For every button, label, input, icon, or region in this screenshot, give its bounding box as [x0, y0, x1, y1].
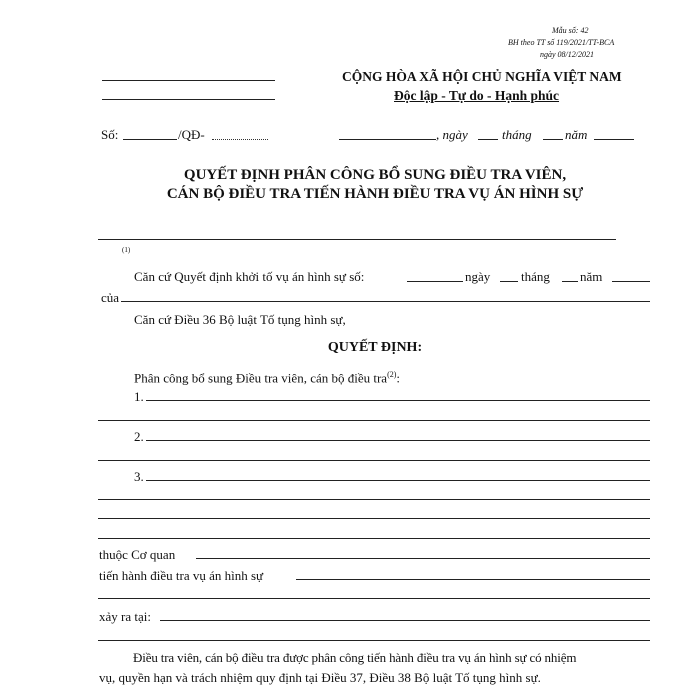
form-regulation: BH theo TT số 119/2021/TT-BCA — [508, 38, 615, 47]
document-title-line-2: CÁN BỘ ĐIỀU TRA TIẾN HÀNH ĐIỀU TRA VỤ ÁN HÌNH SỰ — [166, 186, 584, 202]
decision-code-label: /QĐ- — [178, 127, 205, 142]
date-month-blank — [543, 139, 563, 140]
item-3-blank-2 — [98, 499, 650, 500]
investigating-case-blank — [296, 579, 650, 580]
decision-code-blank — [212, 139, 268, 140]
occurred-at-blank-2 — [98, 640, 650, 641]
form-number: Mẫu số: 42 — [552, 26, 589, 35]
item-2-blank — [146, 440, 650, 441]
item-3-blank-3 — [98, 518, 650, 519]
issuer-of-blank — [121, 301, 650, 302]
basis-month-blank — [562, 281, 578, 282]
issuer-of-label: của — [101, 290, 120, 305]
agency-of-label: thuộc Cơ quan — [99, 547, 176, 562]
agency-name-line-2 — [102, 99, 275, 100]
assignment-intro: Phân công bổ sung Điều tra viên, cán bộ điều tra$^{(2)}$: — [134, 370, 401, 386]
investigating-case-blank-2 — [98, 598, 650, 599]
number-label: Số: — [101, 127, 119, 142]
basis-day-label: ngày — [465, 269, 491, 284]
number-blank — [123, 139, 177, 140]
item-2-blank-2 — [98, 460, 650, 461]
place-blank — [339, 139, 436, 140]
item-1-blank-2 — [98, 420, 650, 421]
basis-year-blank — [612, 281, 650, 282]
form-date: ngày 08/12/2021 — [540, 50, 594, 59]
decision-heading: QUYẾT ĐỊNH: — [327, 340, 423, 355]
republic-heading: CỘNG HÒA XÃ HỘI CHỦ NGHĨA VIỆT NAM — [342, 69, 622, 84]
basis-prosecution-decision: Căn cứ Quyết định khởi tố vụ án hình sự số: — [134, 269, 365, 284]
item-1-label: 1. — [134, 389, 144, 404]
item-2-label: 2. — [134, 429, 144, 444]
basis-month-label: tháng — [521, 269, 550, 284]
agency-of-blank — [196, 558, 650, 559]
item-1-blank — [146, 400, 650, 401]
date-month-label: tháng — [502, 127, 532, 142]
occurred-at-blank — [160, 620, 650, 621]
agency-name-line-1 — [102, 80, 275, 81]
date-year-label: năm — [565, 127, 588, 142]
national-motto: Độc lập - Tự do - Hạnh phúc — [394, 88, 560, 103]
date-day-blank — [478, 139, 498, 140]
authority-blank-line — [98, 239, 616, 240]
prosecution-number-blank — [407, 281, 463, 282]
item-3-blank — [146, 480, 650, 481]
basis-article-36: Căn cứ Điều 36 Bộ luật Tố tụng hình sự, — [134, 312, 346, 327]
occurred-at-label: xảy ra tại: — [99, 609, 151, 624]
closing-paragraph-line-1: Điều tra viên, cán bộ điều tra được phân công tiến hành điều tra vụ án hình sự có nhiệm — [133, 650, 577, 665]
item-3-blank-4 — [98, 538, 650, 539]
basis-year-label: năm — [580, 269, 603, 284]
date-year-blank — [594, 139, 634, 140]
closing-paragraph-line-2: vụ, quyền hạn và trách nhiệm quy định tại Điều 37, Điều 38 Bộ luật Tố tụng hình sự. — [99, 670, 541, 685]
footnote-marker-1: (1) — [122, 246, 131, 254]
item-3-label: 3. — [134, 469, 144, 484]
basis-day-blank — [500, 281, 518, 282]
date-day-label: , ngày — [436, 127, 468, 142]
investigating-case-label: tiến hành điều tra vụ án hình sự — [99, 568, 264, 583]
document-title-line-1: QUYẾT ĐỊNH PHÂN CÔNG BỔ SUNG ĐIỀU TRA VIÊN, — [183, 167, 567, 183]
